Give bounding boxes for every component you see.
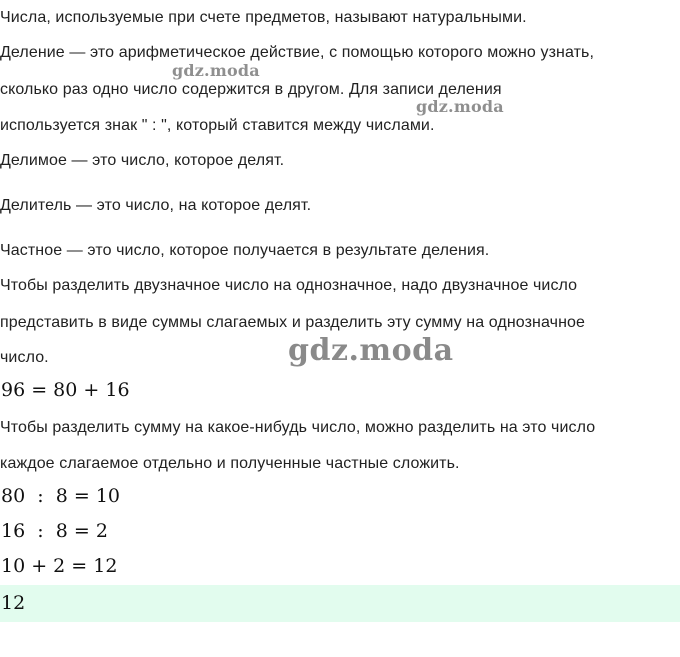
paragraph-division-line-2: сколько раз одно число содержится в другом. Для записи деления (0, 81, 502, 98)
paragraph-division-line-3: используется знак " : ", который ставится между числами. (0, 117, 435, 134)
paragraph-dividend: Делимое — это число, которое делят. (0, 152, 285, 169)
equation-sum-decomposition: 96 = 80 + 16 (1, 379, 130, 401)
paragraph-quotient: Частное — это число, которое получается в результате деления. (0, 242, 490, 259)
watermark-logo: gdz.moda (172, 61, 260, 80)
paragraph-natural-numbers: Числа, используемые при счете предметов, называют натуральными. (0, 9, 527, 26)
answer-row (0, 585, 680, 622)
paragraph-sum-division-line-1: Чтобы разделить сумму на какое-нибудь число, можно разделить на это число (0, 419, 596, 436)
paragraph-divisor: Делитель — это число, на которое делят. (0, 197, 312, 214)
paragraph-two-digit-line-3: число. (0, 349, 49, 366)
watermark-logo-large: gdz.moda (288, 333, 454, 368)
paragraph-two-digit-line-1: Чтобы разделить двузначное число на однозначное, надо двузначное число (0, 277, 578, 294)
equation-80-div-8: 80 : 8 = 10 (1, 485, 121, 507)
paragraph-division-line-1: Деление — это арифметическое действие, с помощью которого можно узнать, (0, 44, 594, 61)
equation-sum-of-quotients: 10 + 2 = 12 (1, 555, 118, 577)
paragraph-two-digit-line-2: представить в виде суммы слагаемых и разделить эту сумму на однозначное (0, 314, 586, 331)
answer-value: 12 (1, 592, 26, 614)
watermark-logo: gdz.moda (416, 97, 504, 116)
paragraph-sum-division-line-2: каждое слагаемое отдельно и полученные частные сложить. (0, 455, 460, 472)
equation-16-div-8: 16 : 8 = 2 (1, 520, 108, 542)
